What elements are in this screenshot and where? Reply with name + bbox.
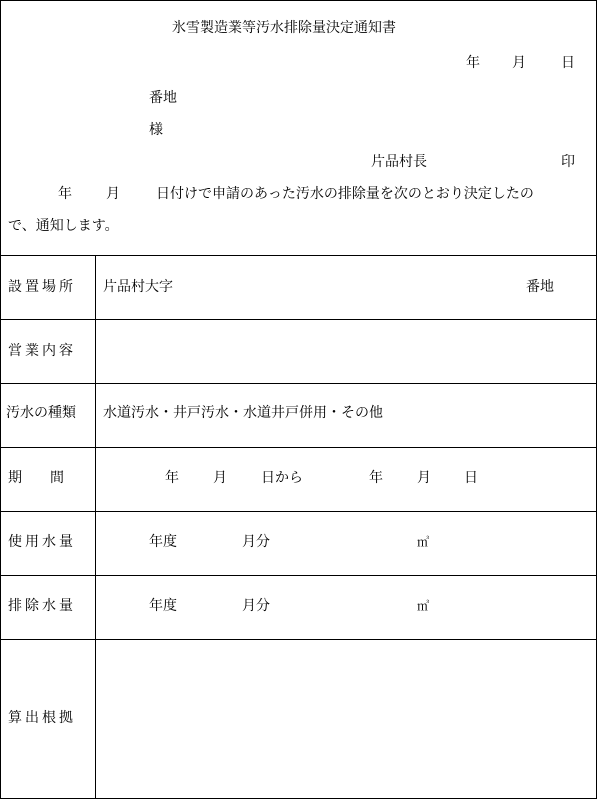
row-divider bbox=[0, 447, 597, 448]
usage-fiscal-year: 年度 bbox=[149, 534, 177, 550]
period-from-year: 年 bbox=[165, 470, 179, 486]
row-divider bbox=[0, 575, 597, 576]
location-banchi: 番地 bbox=[526, 279, 554, 295]
document-title: 氷雪製造業等汚水排除量決定通知書 bbox=[172, 20, 396, 36]
discharge-fiscal-year: 年度 bbox=[149, 598, 177, 614]
row-divider bbox=[0, 319, 597, 320]
seal-mark: 印 bbox=[561, 154, 575, 170]
sewage-type-label: 汚水の種類 bbox=[6, 405, 76, 421]
row-divider bbox=[0, 383, 597, 384]
location-label: 設置場所 bbox=[8, 279, 76, 295]
period-to-day: 日 bbox=[464, 470, 478, 486]
discharge-unit: ㎥ bbox=[417, 599, 430, 613]
body-year-label: 年 bbox=[58, 186, 72, 202]
issuer-name: 片品村長 bbox=[371, 154, 427, 170]
body-month-label: 月 bbox=[106, 186, 120, 202]
frame-left-border bbox=[0, 0, 1, 799]
date-month-label: 月 bbox=[512, 55, 526, 71]
period-from-day: 日から bbox=[261, 470, 303, 486]
body-text-line2: で、通知します。 bbox=[8, 218, 119, 234]
date-day-label: 日 bbox=[561, 55, 575, 71]
basis-label: 算出根拠 bbox=[8, 710, 76, 726]
recipient-honorific: 様 bbox=[149, 122, 163, 138]
period-from-month: 月 bbox=[213, 470, 227, 486]
row-divider bbox=[0, 255, 597, 256]
location-value: 片品村大字 bbox=[103, 279, 173, 295]
row-divider bbox=[0, 511, 597, 512]
usage-month: 月分 bbox=[242, 534, 270, 550]
discharge-month: 月分 bbox=[242, 598, 270, 614]
frame-top-border bbox=[0, 0, 597, 1]
usage-unit: ㎥ bbox=[417, 535, 430, 549]
usage-label: 使用水量 bbox=[8, 534, 76, 550]
period-label: 期 間 bbox=[8, 470, 64, 486]
business-label: 営業内容 bbox=[8, 343, 76, 359]
label-column-divider bbox=[95, 255, 96, 799]
body-text-line1: 日付けで申請のあった汚水の排除量を次のとおり決定したの bbox=[156, 186, 534, 202]
period-to-month: 月 bbox=[417, 470, 431, 486]
sewage-type-value: 水道汚水・井戸汚水・水道井戸併用・その他 bbox=[103, 405, 383, 421]
row-divider bbox=[0, 639, 597, 640]
recipient-address-banchi: 番地 bbox=[149, 90, 177, 106]
date-year-label: 年 bbox=[466, 55, 480, 71]
period-to-year: 年 bbox=[369, 470, 383, 486]
discharge-label: 排除水量 bbox=[8, 598, 76, 614]
